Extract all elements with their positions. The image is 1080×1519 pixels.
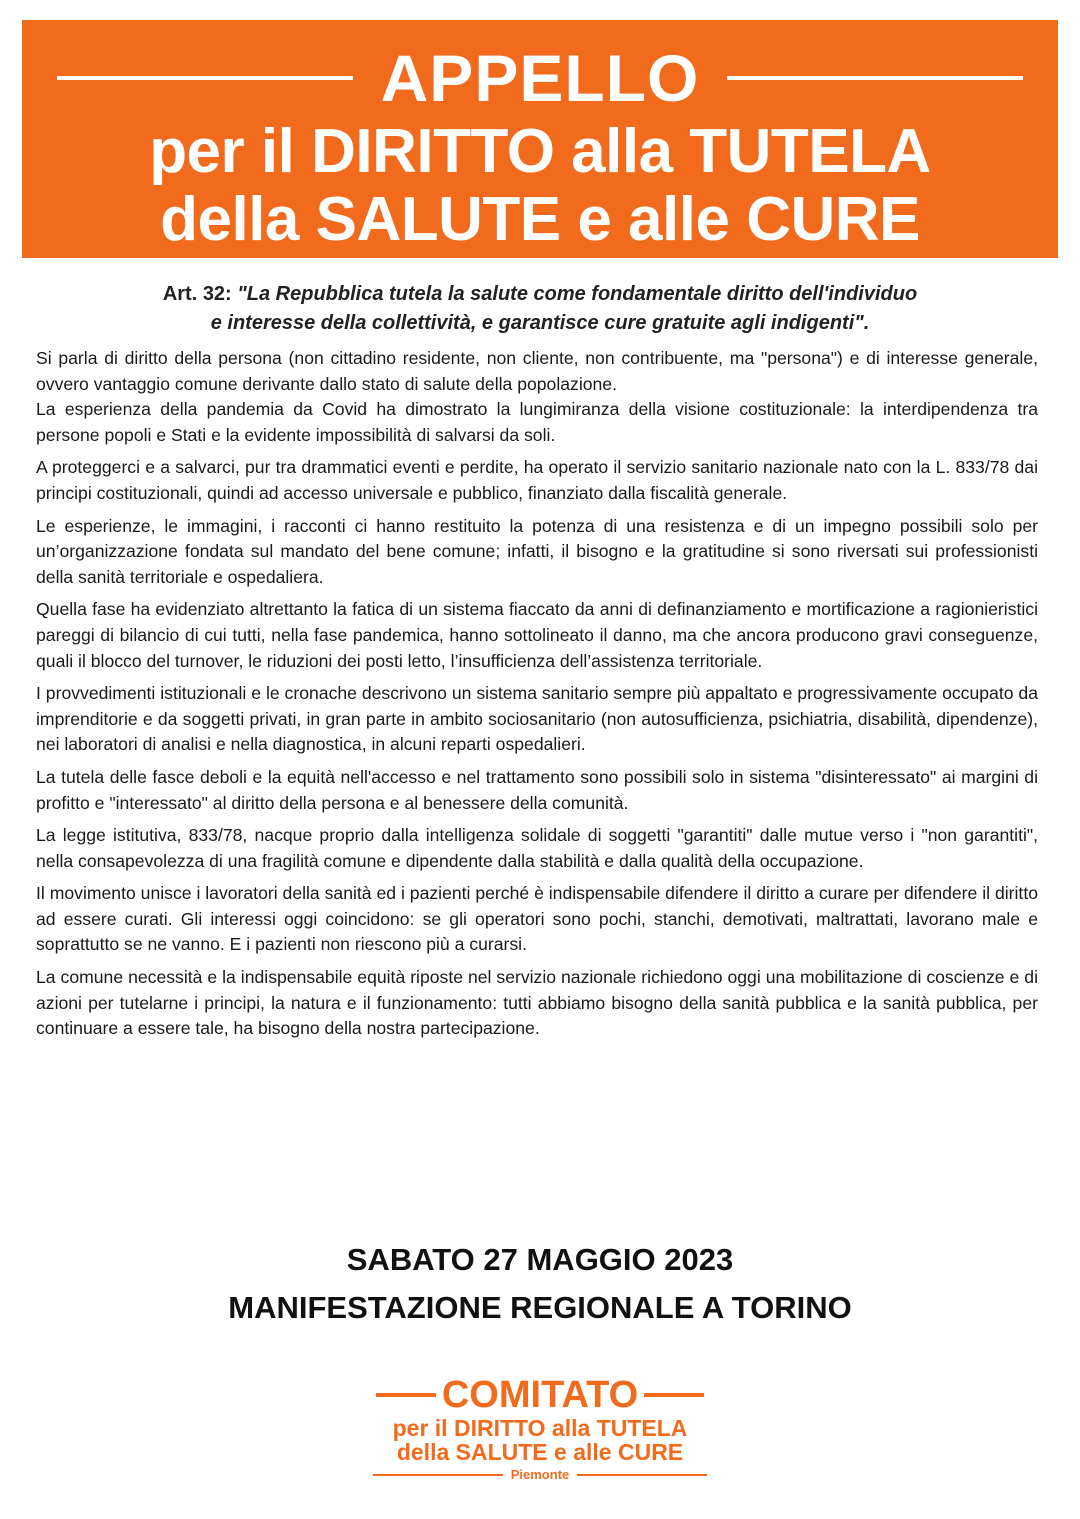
header-subtitle-line2: della SALUTE e alle CURE — [160, 185, 920, 254]
logo-region-right-rule — [577, 1474, 707, 1476]
paragraph: Quella fase ha evidenziato altrettanto la fatica di un sistema fiaccato da anni di definanziamento e mortificazione a ragionieristici pareggi di bilancio di cui tutti, nella fase pandemica, hanno sottolineato il danno, ma che ancora producono gravi conseguenze, quali il blocco del turnover, le riduzioni dei posti letto, l’insufficienza dell’assistenza territoriale. — [36, 599, 1038, 671]
logo-line-3: della SALUTE e alle CURE — [396, 1439, 684, 1465]
paragraph: La tutela delle fasce deboli e la equità nell'accesso e nel trattamento sono possibili solo in sistema "disinteressato" ai margini di profitto e "interessato" al diritto della persona e al benessere della comunità. — [36, 766, 1038, 813]
header-banner — [22, 20, 1058, 258]
header-right-rule — [727, 76, 1023, 80]
logo-line-2: per il DIRITTO alla TUTELA — [392, 1415, 688, 1441]
paragraph: A proteggerci e a salvarci, pur tra drammatici eventi e perdite, ha operato il servizio sanitario nazionale nato con la L. 833/78 dai principi costituzionali, quindi ad accesso universale e pubblico, finanziato dalla fiscalità generale. — [36, 457, 1038, 503]
constitution-quote — [40, 280, 1040, 338]
header-left-rule — [57, 76, 353, 80]
header-title-row — [22, 42, 1058, 114]
header-title: APPELLO — [380, 41, 700, 115]
logo-title: COMITATO — [441, 1374, 639, 1416]
quote-text-1: "La Repubblica tutela la salute come fondamentale diritto dell'individuo — [237, 283, 918, 305]
logo-region: Piemonte — [510, 1467, 570, 1482]
paragraph: La legge istitutiva, 833/78, nacque proprio dalla intelligenza solidale di soggetti "garantiti" dalle mutue verso i "non garantiti", nella consapevolezza di una fragilità comune e dipendente dalla stabilità e dalla qualità della occupazione. — [36, 825, 1038, 871]
event-announcement — [0, 1236, 1080, 1332]
paragraph: La comune necessità e la indispensabile equità riposte nel servizio nazionale richiedono oggi una mobilitazione di coscienze e di azioni per tutelarne i principi, la natura e il funzionamento: tutti abbiamo bisogno della sanità pubblica e la sanità pubblica, per continuare a essere tale, ha bisogno della nostra partecipazione. — [36, 967, 1038, 1039]
quote-line-1 — [40, 280, 1040, 309]
event-date: SABATO 27 MAGGIO 2023 — [346, 1242, 734, 1277]
header-subtitle-line1: per il DIRITTO alla TUTELA — [149, 117, 931, 186]
event-title: MANIFESTAZIONE REGIONALE A TORINO — [228, 1290, 852, 1325]
logo-right-rule — [644, 1393, 704, 1397]
logo-left-rule — [376, 1393, 436, 1397]
paragraph: Il movimento unisce i lavoratori della sanità ed i pazienti perché è indispensabile difendere il diritto a curare per difendere il diritto ad essere curati. Gli interessi oggi coincidono: se gli operatori sono pochi, stanchi, demotivati, maltrattati, lavorano male e soprattutto se ne vanno. E i pazienti non riescono più a curarsi. — [36, 883, 1038, 955]
logo-region-row — [356, 1466, 724, 1484]
paragraph: Le esperienze, le immagini, i racconti ci hanno restituito la potenza di una resistenza e di un impegno possibili solo per un’organizzazione fondata sul mandato del bene comune; infatti, il bisogno e la gratitudine si sono riversati sui professionisti della sanità territoriale e ospedaliera. — [36, 515, 1038, 587]
appeal-body — [36, 346, 1038, 1049]
committee-logo — [356, 1374, 724, 1490]
quote-text-2: e interesse della collettività, e garantisce cure gratuite agli indigenti". — [210, 312, 870, 334]
paragraph: Si parla di diritto della persona (non cittadino residente, non cliente, non contribuente, ma "persona") e di interesse generale, ovvero vantaggio comune derivante dallo stato di salute della popolazione. — [36, 348, 1038, 394]
paragraph: La esperienza della pandemia da Covid ha dimostrato la lungimiranza della visione costituzionale: la interdipendenza tra persone popoli e Stati e la evidente impossibilità di salvarsi da soli. — [36, 399, 1038, 445]
paragraph: I provvedimenti istituzionali e le cronache descrivono un sistema sanitario sempre più appaltato e progressivamente occupato da imprenditorie e da soggetti privati, in gran parte in ambito sociosanitario (non autosufficienza, psichiatria, disabilità, dipendenze), nei laboratori di analisi e nella diagnostica, in alcuni reparti ospedalieri. — [36, 683, 1038, 755]
article-label: Art. 32: — [162, 283, 232, 305]
logo-title-row — [356, 1374, 724, 1416]
logo-region-left-rule — [373, 1474, 503, 1476]
